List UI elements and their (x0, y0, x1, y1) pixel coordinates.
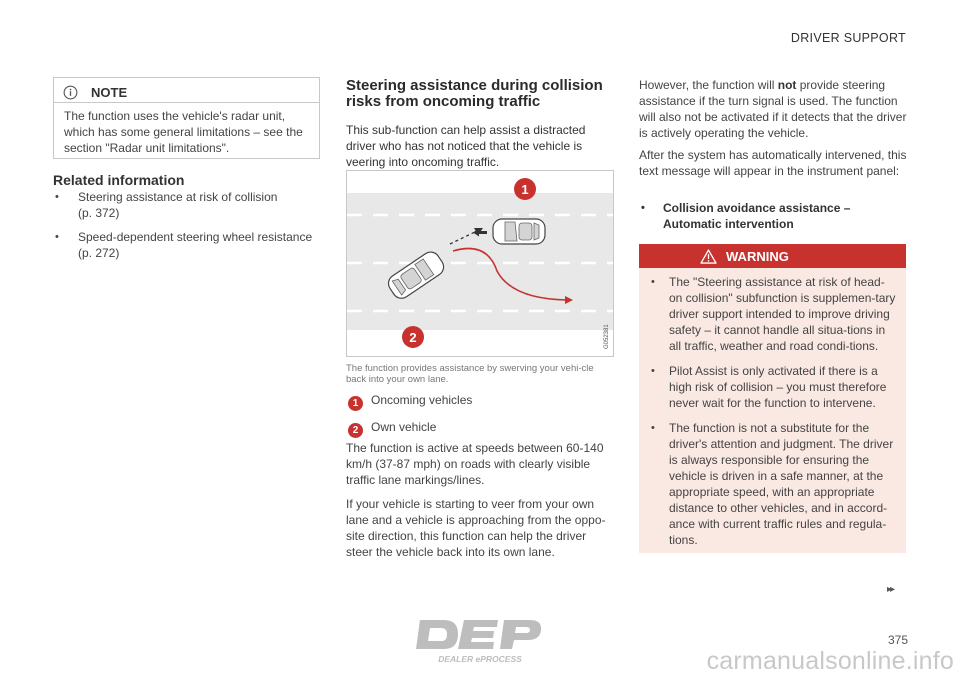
oncoming-vehicle (493, 219, 545, 244)
callout-2-label: 2 (409, 330, 417, 345)
page-reference: (p. 372) (78, 205, 120, 220)
warning-item: • The "Steering assistance at risk of head-on collision" subfunction is supplemen-tary driver support intended to improve driving safety – it cannot handle all situa-tions in all traffic, weather and road condi-tions. (647, 274, 896, 354)
related-link[interactable]: • Steering assistance at risk of collision (p. 372) (53, 190, 323, 221)
paragraph-veer-assist: If your vehicle is starting to veer from your own lane and a vehicle is approaching from the oppo-site direction, this function can help the driver steer the vehicle back into its own lane. (346, 497, 606, 559)
legend-label: Oncoming vehicles (371, 392, 473, 407)
page-reference: (p. 272) (78, 245, 120, 260)
note-text: The function uses the vehicle's radar unit, which has some general limitations – see the section "Radar unit limitations". (64, 109, 303, 155)
figure-caption: The function provides assistance by swerving your vehi-cle back into your own lane. (346, 363, 594, 385)
paragraph-active-speeds: The function is active at speeds between 60-140 km/h (37-87 mph) on roads with clearly visible traffic lane markings/lines. (346, 441, 604, 487)
warning-list (639, 268, 906, 548)
related-information-list (53, 190, 323, 270)
instrument-panel-message: • Collision avoidance assistance – Automatic intervention (639, 200, 907, 232)
note-box (53, 77, 320, 159)
info-circle-icon (63, 85, 78, 100)
warning-title: WARNING (726, 248, 789, 264)
legend-item-oncoming (348, 388, 472, 411)
dealer-eprocess-logo (414, 617, 546, 667)
page-number: 375 (888, 633, 909, 647)
illustration-steering-assist (346, 170, 614, 357)
warning-box (639, 244, 906, 553)
next-page-arrow-icon[interactable]: ▸▸ (887, 584, 894, 595)
legend-item-own (348, 415, 436, 438)
legend-badge: 2 (348, 423, 363, 438)
section-intro: This sub-function can help assist a distracted driver who has not noticed that the vehicle is veering into oncoming traffic. (346, 123, 586, 169)
warning-triangle-icon (700, 249, 717, 264)
legend-label: Own vehicle (371, 419, 437, 434)
figure-code: G052381 (604, 324, 610, 349)
section-column (346, 78, 616, 170)
paragraph-after-intervention: After the system has automatically intervened, this text message will appear in the instrument panel: (639, 148, 907, 178)
related-information-heading: Related information (53, 172, 185, 188)
warning-item: • Pilot Assist is only activated if there is a high risk of collision – you must therefore never wait for the function to intervene. (647, 363, 896, 411)
warning-item: • The function is not a substitute for the driver's attention and judgment. The driver is always responsible for ensuring the vehicle is driven in a safe manner, at the appropriate speed, with an appropriate distance to other vehicles, and in accord-ance with current traffic rules and regula-tions. (647, 420, 896, 548)
section-title: Steering assistance during collision risks from oncoming traffic (346, 77, 603, 110)
watermark: carmanualsonline.info (706, 647, 954, 675)
callout-1-label: 1 (521, 182, 529, 197)
note-header (54, 78, 319, 103)
logo-text: DEALER ePROCESS (438, 654, 522, 664)
related-link[interactable]: • Speed-dependent steering wheel resistance (p. 272) (53, 230, 323, 261)
warning-header (639, 244, 906, 268)
note-title: NOTE (91, 85, 128, 100)
legend-badge: 1 (348, 396, 363, 411)
page-header-section: DRIVER SUPPORT (790, 31, 906, 45)
road-diagram (347, 171, 613, 356)
paragraph-not-provided: However, the function will not provide steering assistance if the turn signal is used. The function will also not be activated if it detects that the driver is actively operating the vehicle. (639, 78, 907, 140)
